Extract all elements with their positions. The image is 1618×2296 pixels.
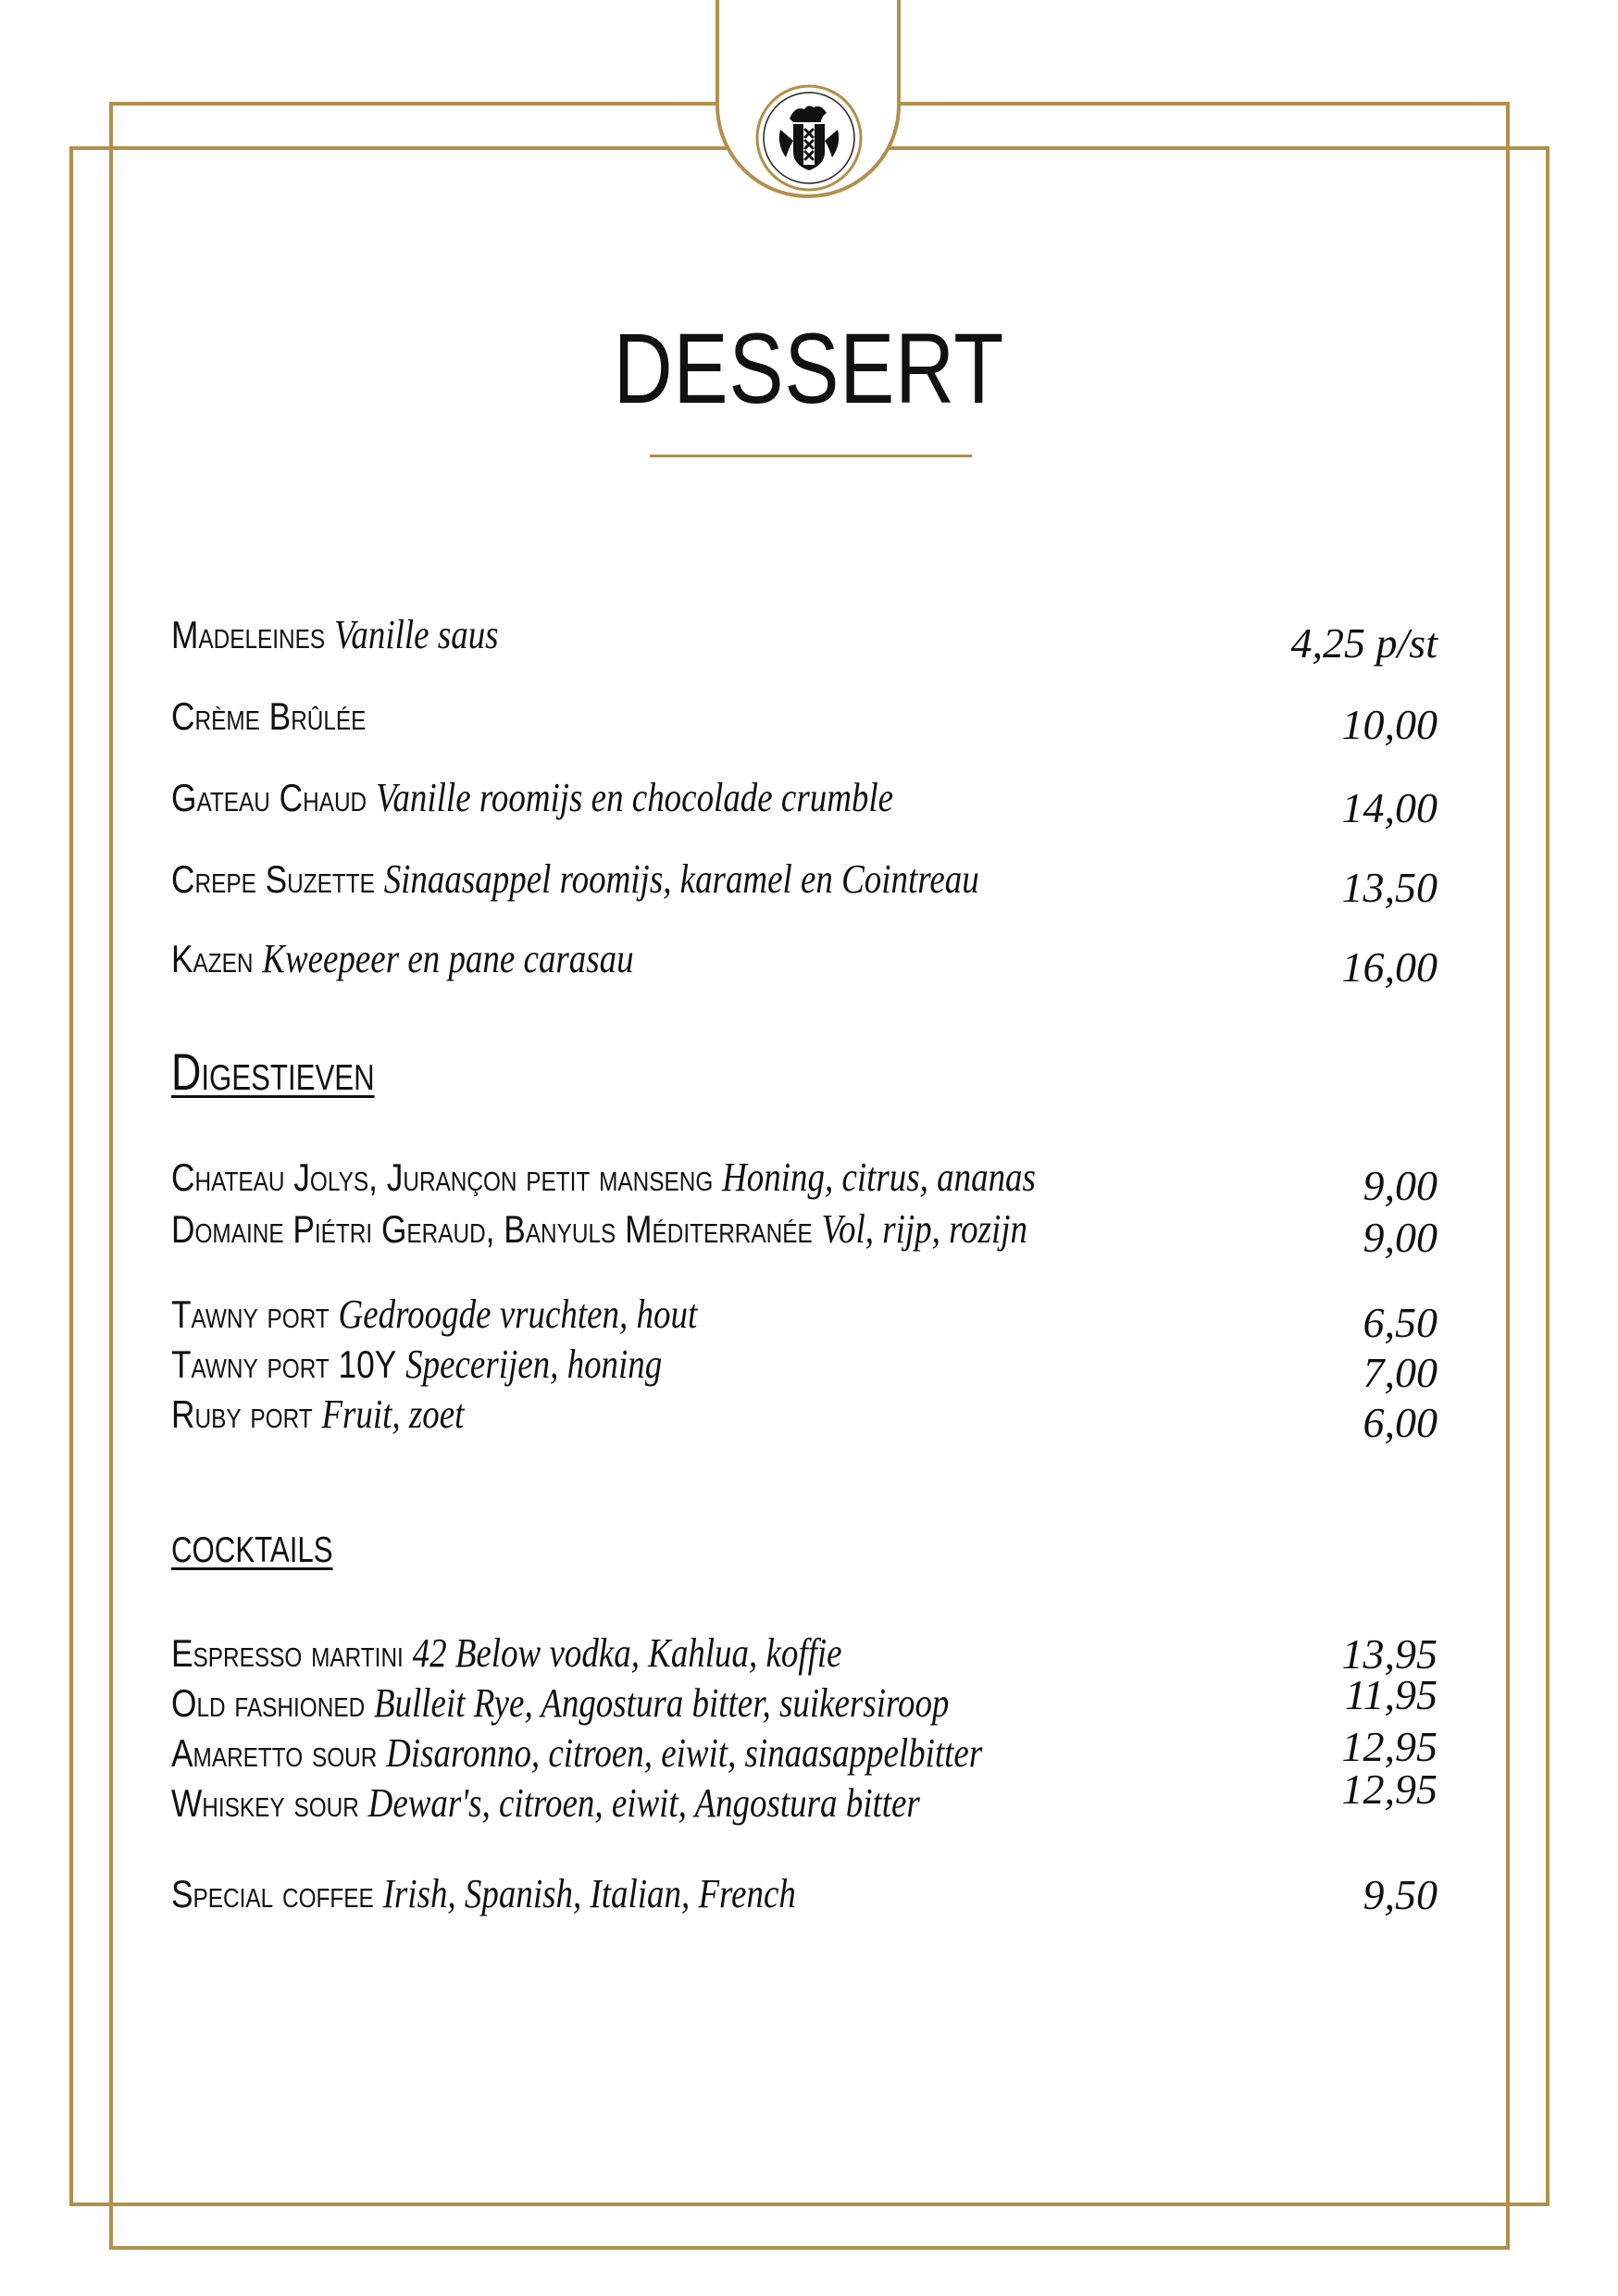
menu-item (171, 1680, 950, 1726)
item-price: 16,00 (1341, 943, 1438, 991)
item-name: Madeleines (171, 613, 326, 656)
item-price: 13,95 (1341, 1630, 1438, 1678)
item-name: Crepe Suzette (171, 857, 375, 901)
title-rule (650, 455, 972, 457)
item-desc: Vol, rijp, rozijn (821, 1206, 1028, 1252)
item-name: Espresso martini (171, 1631, 404, 1675)
item-desc: Bulleit Rye, Angostura bitter, suikersiroop (373, 1680, 950, 1726)
item-desc: Kweepeer en pane carasau (262, 936, 634, 981)
menu-item (171, 1341, 663, 1387)
menu-item (171, 1391, 465, 1437)
item-price: 4,25 p/st (1290, 619, 1438, 667)
item-desc: Honing, citrus, ananas (722, 1154, 1036, 1200)
item-name: Tawny port 10Y (171, 1342, 397, 1386)
menu-item (171, 1730, 983, 1776)
menu-item (171, 696, 366, 737)
item-name: Domaine Piétri Geraud, Banyuls Méditerranée (171, 1207, 813, 1251)
item-desc: Specerijen, honing (405, 1341, 663, 1387)
item-price: 6,50 (1363, 1299, 1438, 1346)
menu-item (171, 936, 634, 981)
item-price: 14,00 (1341, 784, 1438, 831)
item-desc: Vanille saus (333, 612, 499, 657)
item-desc: Gedroogde vruchten, hout (338, 1292, 698, 1337)
item-desc: Vanille roomijs en chocolade crumble (375, 775, 894, 820)
section-heading-cocktails: cocktails (171, 1515, 333, 1573)
menu-item (171, 775, 894, 820)
item-price: 9,00 (1363, 1162, 1438, 1209)
item-name: Tawny port (171, 1292, 330, 1336)
item-name: Gateau Chaud (171, 776, 367, 819)
item-name: Special coffee (171, 1872, 374, 1915)
item-desc: Disaronno, citroen, eiwit, sinaasappelbitter (386, 1730, 983, 1776)
item-price: 6,00 (1363, 1399, 1438, 1446)
menu-item (171, 612, 499, 657)
item-price: 10,00 (1341, 701, 1438, 748)
item-name: Ruby port (171, 1392, 313, 1436)
item-name: Crème Brûlée (171, 694, 367, 738)
section-heading-digestieven: Digestieven (171, 1042, 375, 1101)
page-title: DESSERT (613, 312, 1005, 424)
item-name: Chateau Jolys, Jurançon petit manseng (171, 1155, 714, 1199)
item-price: 12,95 (1341, 1766, 1438, 1813)
item-name: Kazen (171, 937, 254, 980)
menu-item (171, 1630, 842, 1676)
menu-item (171, 856, 979, 902)
menu-item (171, 1780, 920, 1826)
item-desc: Irish, Spanish, Italian, French (382, 1871, 796, 1916)
menu-item (171, 1154, 1036, 1200)
item-desc: Sinaasappel roomijs, karamel en Cointreau (383, 856, 979, 902)
item-price: 7,00 (1363, 1349, 1438, 1396)
item-price: 12,95 (1341, 1723, 1438, 1770)
menu-item (171, 1871, 796, 1916)
item-desc: Fruit, zoet (321, 1391, 465, 1437)
item-price: 13,50 (1341, 864, 1438, 911)
menu-item (171, 1206, 1028, 1252)
item-name: Amaretto sour (171, 1731, 378, 1775)
item-price: 11,95 (1344, 1671, 1438, 1718)
item-name: Old fashioned (171, 1681, 366, 1725)
item-name: Whiskey sour (171, 1781, 359, 1825)
item-desc: Dewar's, citroen, eiwit, Angostura bitter (367, 1780, 920, 1826)
item-desc: 42 Below vodka, Kahlua, koffie (412, 1630, 842, 1676)
menu-item (171, 1294, 697, 1335)
item-price: 9,50 (1363, 1871, 1438, 1918)
amsterdam-coat-of-arms-icon (753, 81, 865, 194)
item-price: 9,00 (1363, 1214, 1438, 1261)
